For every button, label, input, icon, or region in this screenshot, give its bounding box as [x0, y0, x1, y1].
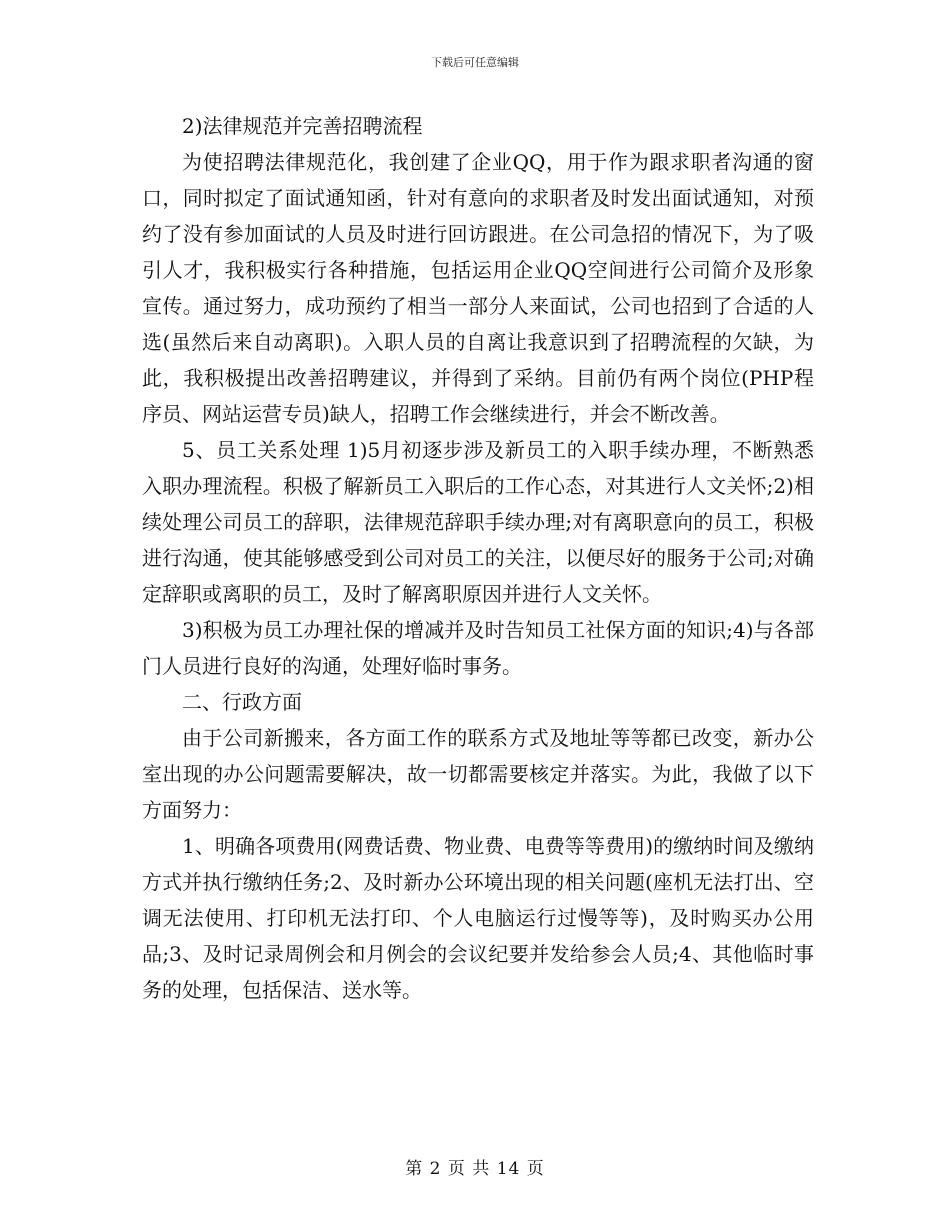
document-body — [142, 108, 814, 1008]
paragraph-office-move: 由于公司新搬来，各方面工作的联系方式及地址等等都已改变，新办公室出现的办公问题需要解决，故一切都需要核定并落实。为此，我做了以下方面努力： — [142, 726, 814, 822]
page-header: 下载后可任意编辑 — [431, 56, 519, 69]
paragraph-employee-relations: 5、员工关系处理 1)5月初逐步涉及新员工的入职手续办理，不断熟悉入职办理流程。积极了解新员工入职后的工作心态，对其进行人文关怀;2)相续处理公司员工的辞职，法律规范辞职手续办理;对有离职意向的员工，积极进行沟通，使其能够感受到公司对员工的关注，以便尽好的服务于公司;对确定辞职或离职的员工，及时了解离职原因并进行人文关怀。 — [142, 438, 814, 606]
paragraph-admin-tasks: 1、明确各项费用(网费话费、物业费、电费等等费用)的缴纳时间及缴纳方式并执行缴纳任务;2、及时新办公环境出现的相关问题(座机无法打出、空调无法使用、打印机无法打印、个人电脑运行过慢等等)，及时购买办公用品;3、及时记录周例会和月例会的会议纪要并发给参会人员;4、其他临时事务的处理，包括保洁、送水等。 — [142, 834, 814, 1002]
paragraph-recruitment-process-heading: 2)法律规范并完善招聘流程 — [182, 114, 423, 138]
section-heading-administration: 二、行政方面 — [182, 690, 302, 714]
paragraph-recruitment-process: 为使招聘法律规范化，我创建了企业QQ，用于作为跟求职者沟通的窗口，同时拟定了面试通知函，针对有意向的求职者及时发出面试通知，对预约了没有参加面试的人员及时进行回访跟进。在公司急招的情况下，为了吸引人才，我积极实行各种措施，包括运用企业QQ空间进行公司简介及形象宣传。通过努力，成功预约了相当一部分人来面试，公司也招到了合适的人选(虽然后来自动离职)。入职人员的自离让我意识到了招聘流程的欠缺，为此，我积极提出改善招聘建议，并得到了采纳。目前仍有两个岗位(PHP程序员、网站运营专员)缺人，招聘工作会继续进行，并会不断改善。 — [142, 150, 814, 426]
paragraph-social-insurance: 3)积极为员工办理社保的增减并及时告知员工社保方面的知识;4)与各部门人员进行良好的沟通，处理好临时事务。 — [142, 618, 814, 678]
page-footer: 第 2 页 共 14 页 — [405, 1159, 545, 1179]
